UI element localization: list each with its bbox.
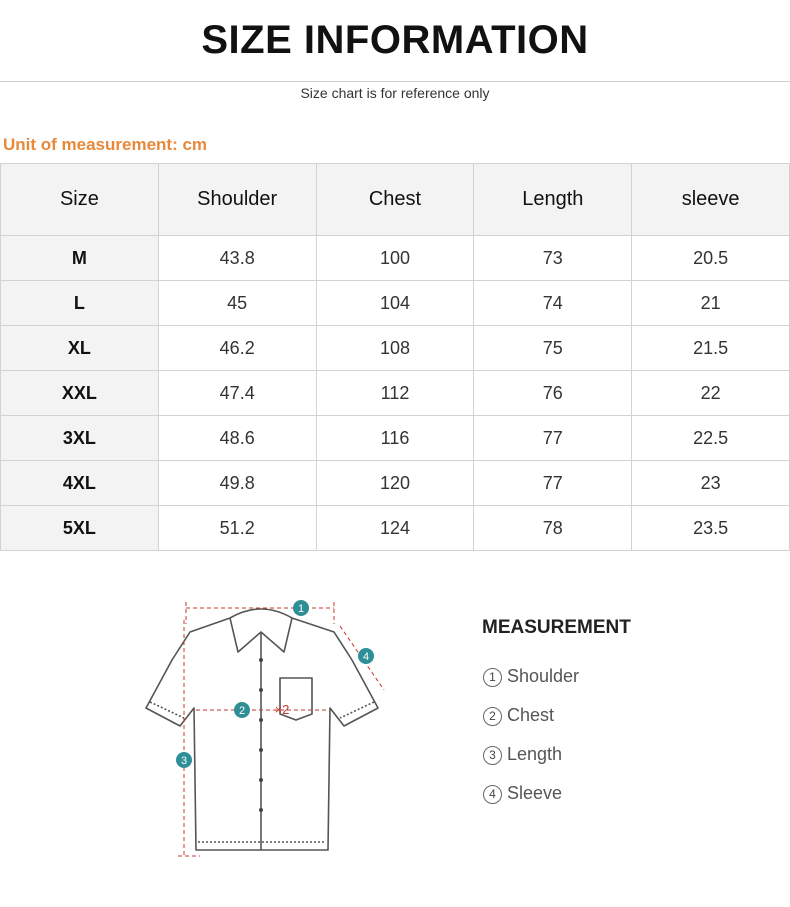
list-item bbox=[483, 705, 579, 744]
shoulder-cell: 49.8 bbox=[158, 461, 316, 506]
length-cell: 77 bbox=[474, 461, 632, 506]
size-cell: 4XL bbox=[1, 461, 159, 506]
sleeve-cell: 20.5 bbox=[632, 236, 790, 281]
chest-cell: 108 bbox=[316, 326, 474, 371]
size-cell: 3XL bbox=[1, 416, 159, 461]
sleeve-cell: 22 bbox=[632, 371, 790, 416]
chest-cell: 112 bbox=[316, 371, 474, 416]
measurement-title: MEASUREMENT bbox=[482, 617, 631, 638]
unit-label: Unit of measurement: cm bbox=[3, 135, 208, 154]
number-badge: 1 bbox=[483, 668, 502, 687]
chest-cell: 100 bbox=[316, 236, 474, 281]
measurement-list bbox=[483, 666, 579, 822]
sleeve-cell: 21.5 bbox=[632, 326, 790, 371]
marker-3-label: 3 bbox=[180, 755, 188, 767]
dimension-lines bbox=[178, 602, 384, 856]
chest-cell: 116 bbox=[316, 416, 474, 461]
page-title: SIZE INFORMATION bbox=[201, 18, 589, 62]
measurement-label: Shoulder bbox=[507, 666, 580, 686]
size-cell: XL bbox=[1, 326, 159, 371]
sleeve-cell: 21 bbox=[632, 281, 790, 326]
table-row bbox=[1, 326, 790, 371]
shoulder-cell: 45 bbox=[158, 281, 316, 326]
size-cell: XXL bbox=[1, 371, 159, 416]
number-badge: 4 bbox=[483, 785, 502, 804]
header-shoulder: Shoulder bbox=[158, 164, 316, 236]
table-header-row bbox=[1, 164, 790, 236]
page-subtitle: Size chart is for reference only bbox=[300, 85, 490, 101]
marker-1-label: 1 bbox=[297, 603, 305, 615]
table-row bbox=[1, 461, 790, 506]
marker-3-icon bbox=[176, 752, 192, 768]
header-size: Size bbox=[1, 164, 159, 236]
shoulder-cell: 48.6 bbox=[158, 416, 316, 461]
chest-cell: 104 bbox=[316, 281, 474, 326]
header-sleeve: sleeve bbox=[632, 164, 790, 236]
marker-4-icon bbox=[358, 648, 374, 664]
length-cell: 75 bbox=[474, 326, 632, 371]
number-badge: 2 bbox=[483, 707, 502, 726]
sleeve-cell: 23 bbox=[632, 461, 790, 506]
number-badge: 3 bbox=[483, 746, 502, 765]
shirt-diagram bbox=[130, 590, 420, 870]
length-cell: 77 bbox=[474, 416, 632, 461]
length-cell: 73 bbox=[474, 236, 632, 281]
shoulder-cell: 46.2 bbox=[158, 326, 316, 371]
sleeve-cell: 22.5 bbox=[632, 416, 790, 461]
table-row bbox=[1, 416, 790, 461]
shoulder-cell: 51.2 bbox=[158, 506, 316, 551]
measurement-label: Sleeve bbox=[507, 783, 563, 803]
marker-1-icon bbox=[293, 600, 309, 616]
marker-4-label: 4 bbox=[362, 651, 370, 663]
sleeve-cell: 23.5 bbox=[632, 506, 790, 551]
table-row bbox=[1, 506, 790, 551]
table-row bbox=[1, 281, 790, 326]
length-cell: 76 bbox=[474, 371, 632, 416]
table-row bbox=[1, 371, 790, 416]
measurement-label: Length bbox=[507, 744, 563, 764]
size-cell: L bbox=[1, 281, 159, 326]
shoulder-cell: 43.8 bbox=[158, 236, 316, 281]
size-cell: M bbox=[1, 236, 159, 281]
title-divider bbox=[0, 81, 790, 82]
measurement-label: Chest bbox=[507, 705, 555, 725]
length-cell: 78 bbox=[474, 506, 632, 551]
shirt-outline-icon bbox=[146, 609, 378, 850]
list-item bbox=[483, 783, 579, 822]
chest-multiplier: ×2 bbox=[274, 702, 290, 717]
table-row bbox=[1, 236, 790, 281]
header-length: Length bbox=[474, 164, 632, 236]
chest-cell: 120 bbox=[316, 461, 474, 506]
size-table bbox=[0, 163, 790, 551]
shoulder-cell: 47.4 bbox=[158, 371, 316, 416]
size-cell: 5XL bbox=[1, 506, 159, 551]
marker-2-icon bbox=[234, 702, 250, 718]
chest-cell: 124 bbox=[316, 506, 474, 551]
marker-2-label: 2 bbox=[238, 705, 246, 717]
length-cell: 74 bbox=[474, 281, 632, 326]
list-item bbox=[483, 666, 579, 705]
header-chest: Chest bbox=[316, 164, 474, 236]
list-item bbox=[483, 744, 579, 783]
